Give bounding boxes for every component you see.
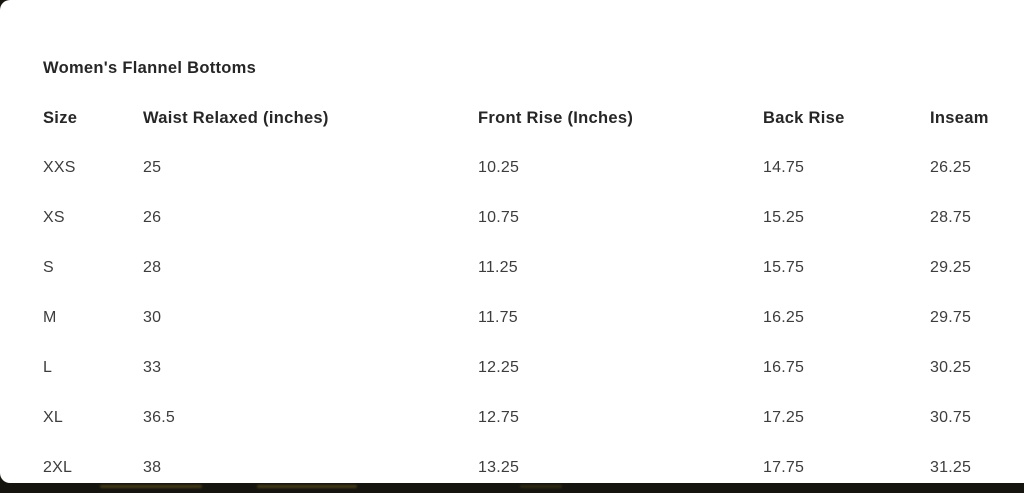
column-header-inseam: Inseam: [930, 108, 989, 127]
cell-inseam: 30.75: [930, 409, 972, 426]
cell-front-rise: 13.25: [478, 459, 520, 476]
cell-waist: 28: [143, 259, 162, 276]
cell-waist: 25: [143, 159, 162, 176]
cell-front-rise: 12.75: [478, 409, 520, 426]
table-row-xs: [43, 193, 981, 243]
column-header-front-rise: Front Rise (Inches): [478, 108, 634, 127]
table-row-l: [43, 343, 981, 393]
cell-back-rise: 14.75: [763, 159, 805, 176]
table-row-m: [43, 293, 981, 343]
cell-size: M: [43, 309, 57, 326]
cell-front-rise: 10.75: [478, 209, 520, 226]
cell-back-rise: 16.25: [763, 309, 805, 326]
cell-size: 2XL: [43, 459, 73, 476]
cell-waist: 38: [143, 459, 162, 476]
table-header-row: [43, 93, 981, 143]
cell-front-rise: 10.25: [478, 159, 520, 176]
cell-size: XXS: [43, 159, 76, 176]
cell-back-rise: 15.25: [763, 209, 805, 226]
cell-back-rise: 15.75: [763, 259, 805, 276]
cell-inseam: 29.25: [930, 259, 972, 276]
cell-size: L: [43, 359, 53, 376]
cell-waist: 30: [143, 309, 162, 326]
cell-front-rise: 12.25: [478, 359, 520, 376]
table-row-xxs: [43, 143, 981, 193]
cell-waist: 33: [143, 359, 162, 376]
column-header-back-rise: Back Rise: [763, 108, 845, 127]
table-row-xl: [43, 393, 981, 443]
size-chart-title: Women's Flannel Bottoms: [43, 59, 257, 77]
table-row-s: [43, 243, 981, 293]
cell-size: XL: [43, 409, 63, 426]
cell-front-rise: 11.25: [478, 259, 518, 276]
cell-inseam: 26.25: [930, 159, 972, 176]
cell-size: XS: [43, 209, 65, 226]
cell-size: S: [43, 259, 54, 276]
cell-inseam: 29.75: [930, 309, 972, 326]
cell-back-rise: 16.75: [763, 359, 805, 376]
cell-inseam: 28.75: [930, 209, 972, 226]
cell-waist: 26: [143, 209, 162, 226]
table-row-2xl: [43, 443, 981, 493]
cell-back-rise: 17.75: [763, 459, 805, 476]
cell-back-rise: 17.25: [763, 409, 805, 426]
cell-waist: 36.5: [143, 409, 175, 426]
cell-inseam: 30.25: [930, 359, 972, 376]
cell-inseam: 31.25: [930, 459, 972, 476]
column-header-size: Size: [43, 108, 78, 127]
cell-front-rise: 11.75: [478, 309, 518, 326]
size-chart-table: [43, 93, 989, 493]
column-header-waist-relaxed: Waist Relaxed (inches): [143, 108, 329, 127]
